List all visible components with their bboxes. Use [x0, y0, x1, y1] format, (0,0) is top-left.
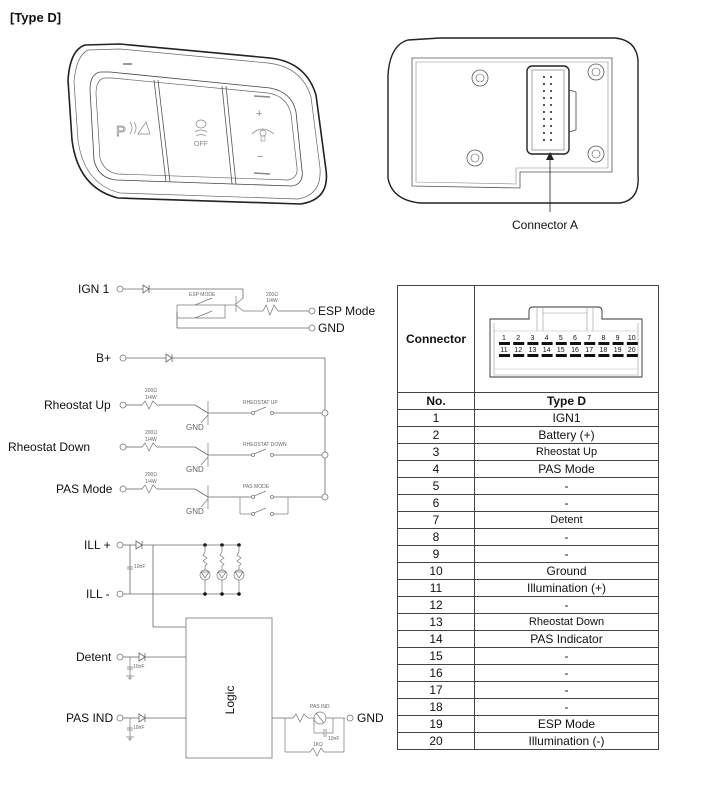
- rear-pin: [543, 83, 545, 85]
- table-row: [398, 563, 659, 580]
- illumination-rheostat-icon: [252, 96, 274, 174]
- terminal-gnd-bottom-label: GND: [357, 711, 384, 725]
- pin-label: 20: [627, 347, 636, 354]
- table-header-row: [398, 393, 659, 410]
- pin-description: -: [475, 699, 659, 716]
- pin-slot: [513, 342, 524, 345]
- pin-slot: [541, 354, 552, 357]
- pin-description: -: [475, 648, 659, 665]
- table-row: [398, 495, 659, 512]
- pin-label: 13: [528, 347, 536, 354]
- pin-label: 10: [627, 335, 636, 342]
- logic-label: Logic: [223, 685, 237, 715]
- pin-label: 7: [586, 335, 591, 342]
- terminal-ign1-label: IGN 1: [78, 282, 110, 296]
- pin-label: 1: [501, 335, 506, 342]
- pin-label: 5: [558, 335, 563, 342]
- pin-number: 13: [398, 614, 475, 631]
- table-row: [398, 631, 659, 648]
- table-row: [398, 529, 659, 546]
- switch-front-view: [68, 44, 326, 204]
- pin-number: 6: [398, 495, 475, 512]
- pin-description: -: [475, 597, 659, 614]
- pin-number: 7: [398, 512, 475, 529]
- pin-slot: [626, 342, 637, 345]
- pin-label: 4: [544, 335, 549, 342]
- pin-slot: [527, 354, 538, 357]
- rear-pin: [550, 90, 552, 92]
- pin-description: -: [475, 546, 659, 563]
- table-row: [398, 597, 659, 614]
- pin-number: 12: [398, 597, 475, 614]
- connector-a-callout: Connector A: [512, 218, 579, 232]
- rear-pin: [550, 139, 552, 141]
- pin-description: Illumination (-): [475, 733, 659, 750]
- switch-rear-view: [388, 38, 638, 212]
- resistor-label: 200Ω: [145, 388, 158, 394]
- pin-slot: [612, 342, 623, 345]
- table-row: [398, 580, 659, 597]
- table-row: [398, 614, 659, 631]
- off-label: OFF: [194, 141, 208, 148]
- rear-pin: [550, 118, 552, 120]
- rear-pin: [543, 90, 545, 92]
- table-row: [398, 546, 659, 563]
- pin-description: -: [475, 529, 659, 546]
- terminal-ill-plus-label: ILL +: [84, 538, 111, 552]
- rear-pin: [550, 83, 552, 85]
- pin-description: Rheostat Up: [475, 444, 659, 461]
- pin-slot: [513, 354, 524, 357]
- rear-pin: [550, 111, 552, 113]
- table-row: [398, 665, 659, 682]
- switch-label: PAS MODE: [243, 484, 270, 490]
- switch-label: RHEOSTAT UP: [243, 400, 278, 406]
- transistor-gnd-label: GND: [186, 507, 204, 516]
- pin-number: 18: [398, 699, 475, 716]
- ill-cap-label: 10nF: [134, 564, 146, 570]
- pin-label: 12: [513, 347, 522, 354]
- rear-pin: [543, 125, 545, 127]
- pin-slot: [570, 354, 581, 357]
- pin-description: Rheostat Down: [475, 614, 659, 631]
- pin-number: 10: [398, 563, 475, 580]
- table-row: [398, 648, 659, 665]
- pin-number: 14: [398, 631, 475, 648]
- pin-number: 5: [398, 478, 475, 495]
- pin-description: -: [475, 682, 659, 699]
- junction-dot: [203, 592, 207, 596]
- pin-label: 17: [584, 347, 593, 354]
- pin-number: 20: [398, 733, 475, 750]
- pin-description: Detent: [475, 512, 659, 529]
- rear-pin: [550, 125, 552, 127]
- resistor-label: 200Ω: [145, 430, 158, 436]
- out-cap-label: 10nF: [328, 736, 340, 742]
- table-row: [398, 733, 659, 750]
- pin-label: 3: [529, 335, 534, 342]
- esp-switch-label: ESP MODE: [189, 292, 216, 298]
- plus-label: +: [256, 108, 263, 120]
- minus-label: −: [257, 151, 264, 163]
- rear-pin: [550, 76, 552, 78]
- connector-row: [398, 286, 659, 393]
- pasind-cap-label: 10nF: [133, 725, 145, 731]
- table-row: [398, 716, 659, 733]
- pin-label: 2: [515, 335, 520, 342]
- pin-slot: [499, 342, 510, 345]
- res-1k-label: 1KΩ: [313, 742, 323, 748]
- pin-slot: [626, 354, 637, 357]
- table-row: [398, 410, 659, 427]
- pin-number: 1: [398, 410, 475, 427]
- table-row: [398, 427, 659, 444]
- pin-label: 6: [572, 335, 577, 342]
- pin-slot: [598, 354, 609, 357]
- pin-number: 2: [398, 427, 475, 444]
- connector-a: [527, 66, 576, 154]
- pin-description: PAS Indicator: [475, 631, 659, 648]
- pin-label: 8: [600, 335, 605, 342]
- pin-description: -: [475, 665, 659, 682]
- pin-label: 11: [499, 347, 508, 354]
- rear-pin: [543, 132, 545, 134]
- rear-pin: [543, 111, 545, 113]
- rear-pin: [543, 139, 545, 141]
- col-no-header: No.: [398, 393, 475, 410]
- esp-off-icon: [194, 120, 208, 148]
- pin-description: Ground: [475, 563, 659, 580]
- pin-description: Battery (+): [475, 427, 659, 444]
- pin-slot: [584, 354, 595, 357]
- pas-ind-lamp-label: PAS IND: [310, 704, 330, 710]
- resistor-label: 200Ω: [145, 472, 158, 478]
- switch-label: RHEOSTAT DOWN: [243, 442, 287, 448]
- pin-slot: [541, 342, 552, 345]
- rear-pin: [543, 97, 545, 99]
- pin-slot: [612, 354, 623, 357]
- junction-dot: [237, 592, 241, 596]
- table-row: [398, 461, 659, 478]
- parking-assist-icon: [116, 122, 150, 140]
- svg-text:P: P: [116, 123, 127, 140]
- pin-description: -: [475, 478, 659, 495]
- pin-label: 19: [613, 347, 621, 354]
- table-row: [398, 512, 659, 529]
- pin-number: 15: [398, 648, 475, 665]
- connector-pin-table: [397, 285, 659, 750]
- pin-number: 3: [398, 444, 475, 461]
- terminal-pas-ind-label: PAS IND: [66, 711, 114, 725]
- table-row: [398, 699, 659, 716]
- pin-slot: [555, 342, 566, 345]
- pin-number: 19: [398, 716, 475, 733]
- rear-pin: [543, 76, 545, 78]
- table-row: [398, 444, 659, 461]
- pin-slot: [499, 354, 510, 357]
- junction-dot: [220, 592, 224, 596]
- table-row: [398, 478, 659, 495]
- resistor-w-label: 1/4W: [145, 437, 157, 443]
- pin-slot: [570, 342, 581, 345]
- terminal-pas-mode-label: PAS Mode: [56, 482, 113, 496]
- transistor-gnd-label: GND: [186, 423, 204, 432]
- pin-description: Illumination (+): [475, 580, 659, 597]
- terminal-detent-label: Detent: [76, 650, 112, 664]
- rear-pin: [550, 132, 552, 134]
- resistor-w-label: 1/4W: [145, 479, 157, 485]
- res-esp-w-label: 1/4W: [266, 298, 278, 304]
- terminal-bplus-label: B+: [96, 351, 112, 365]
- detent-cap-label: 10nF: [133, 664, 145, 670]
- pin-label: 18: [599, 347, 607, 354]
- pin-description: IGN1: [475, 410, 659, 427]
- res-esp-label: 200Ω: [266, 292, 279, 298]
- col-type-header: Type D: [475, 393, 659, 410]
- pin-label: 14: [542, 347, 550, 354]
- pin-label: 9: [615, 335, 620, 342]
- pin-slot: [555, 354, 566, 357]
- resistor-w-label: 1/4W: [145, 395, 157, 401]
- pin-number: 16: [398, 665, 475, 682]
- pin-number: 11: [398, 580, 475, 597]
- pin-slot: [527, 342, 538, 345]
- terminal-esp-mode-label: ESP Mode: [318, 304, 376, 318]
- pin-number: 8: [398, 529, 475, 546]
- pin-slot: [584, 342, 595, 345]
- connector-diagram-cell: [475, 286, 659, 393]
- rear-pin: [550, 97, 552, 99]
- pin-number: 9: [398, 546, 475, 563]
- pin-description: PAS Mode: [475, 461, 659, 478]
- pin-label: 16: [570, 347, 579, 354]
- rear-pin: [543, 104, 545, 106]
- connector-header: Connector: [398, 286, 475, 393]
- connector-face: [487, 297, 647, 381]
- transistor-gnd-label: GND: [186, 465, 204, 474]
- pin-description: -: [475, 495, 659, 512]
- rear-pin: [543, 118, 545, 120]
- pin-number: 17: [398, 682, 475, 699]
- table-row: [398, 682, 659, 699]
- terminal-ill-minus-label: ILL -: [86, 587, 110, 601]
- rear-pin: [550, 104, 552, 106]
- terminal-gnd-top-label: GND: [318, 321, 345, 335]
- pin-label: 15: [556, 347, 565, 354]
- terminal-rheostat-down-label: Rheostat Down: [8, 440, 91, 454]
- pin-slot: [598, 342, 609, 345]
- pin-number: 4: [398, 461, 475, 478]
- terminal-rheostat-up-label: Rheostat Up: [44, 398, 111, 412]
- pin-description: ESP Mode: [475, 716, 659, 733]
- schematic: [8, 282, 384, 758]
- page-title: [Type D]: [10, 10, 62, 25]
